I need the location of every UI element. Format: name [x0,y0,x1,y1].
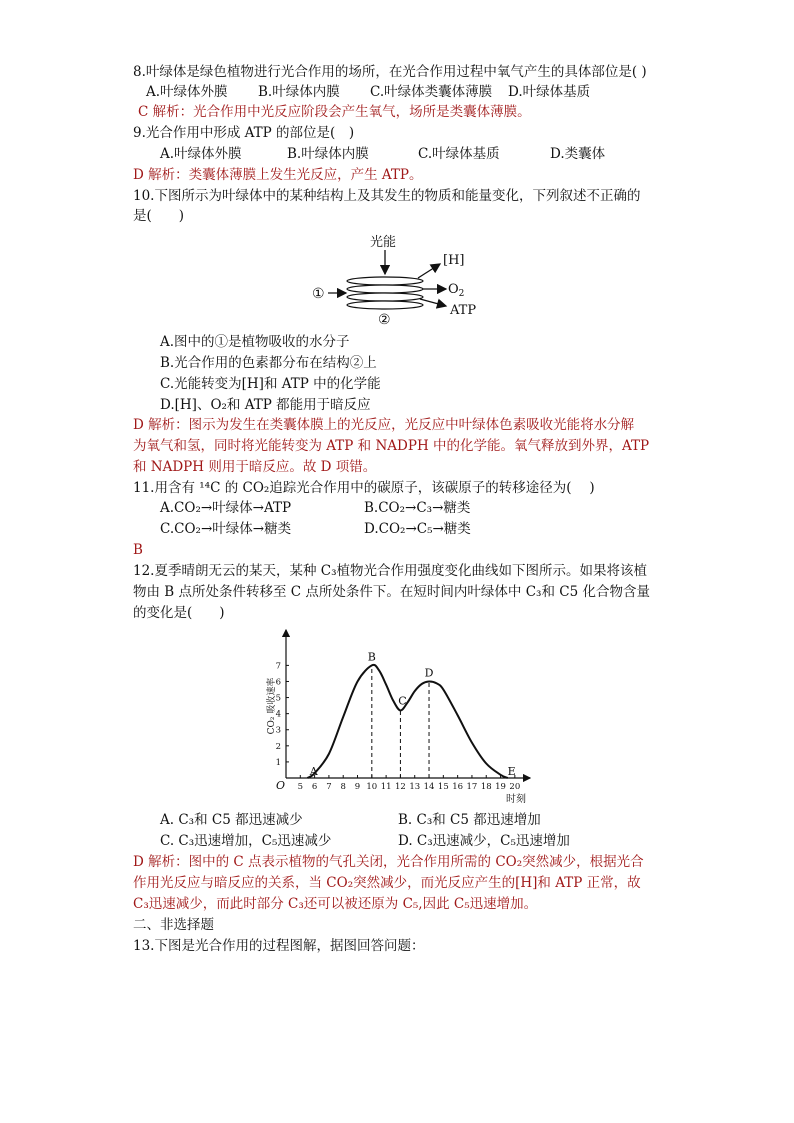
q11-option-c: C.CO₂→叶绿体→糖类 [160,521,292,537]
y-tick-label: 6 [275,677,281,688]
atp-label: ATP [450,303,477,318]
point-label-e: E [507,765,516,778]
x-tick-label: 16 [452,782,464,792]
q8-option-a: A.叶绿体外膜 [146,84,228,100]
q10-option-c: C.光能转变为[H]和 ATP 中的化学能 [160,376,381,392]
o2-label: $O_2$ [448,282,465,299]
q10-option-d: D.[H]、O₂和 ATP 都能用于暗反应 [160,397,371,413]
x-tick-label: 20 [509,782,521,792]
thylakoid-stack [347,277,423,309]
x-tick-label: 6 [311,782,318,792]
q9-option-d: D.类囊体 [550,146,606,162]
q12-option-d: D. C₃迅速减少，C₅迅速增加 [398,833,570,849]
q9-stem: 9.光合作用中形成 ATP 的部位是( ) [133,125,355,141]
x-tick-label: 10 [366,782,378,792]
q13-stem: 13.下图是光合作用的过程图解，据图回答问题： [133,938,425,954]
q10-answer-line2: 为氧气和氢，同时将光能转变为 ATP 和 NADPH 中的化学能。氧气释放到外界，ATP [133,438,650,454]
q12-stem-line1: 12.夏季晴朗无云的某天，某种 C₃植物光合作用强度变化曲线如下图所示。如果将该植 [133,563,648,579]
x-tick-label: 12 [395,782,406,792]
h-arrow [418,264,440,278]
y-axis-label: CO₂ 吸收速率 [267,677,277,735]
x-tick-label: 9 [354,782,361,792]
q8-option-c: C.叶绿体类囊体薄膜 [370,84,493,100]
x-tick-label: 18 [480,782,492,792]
point-label-c: C [398,694,407,708]
q10-answer-line1: D 解析：图示为发生在类囊体膜上的光反应，光反应中叶绿体色素吸收光能将水分解 [133,417,635,433]
q12-answer-line1: D 解析：图中的 C 点表示植物的气孔关闭，光合作用所需的 CO₂突然减少，根据光合 [133,854,644,870]
q10-option-a: A.图中的①是植物吸收的水分子 [160,334,350,350]
y-tick-label: 3 [275,725,281,736]
light-energy-label: 光能 [370,235,397,250]
x-axis-label: 时刻 [506,794,526,805]
q9-option-c: C.叶绿体基质 [418,146,500,162]
thylakoid-diagram [300,226,500,336]
y-tick-label: 2 [275,741,281,752]
q12-answer-line2: 作用光反应与暗反应的关系，当 CO₂突然减少，而光反应产生的[H]和 ATP 正常，故 [133,875,641,891]
x-tick-label: 5 [297,782,304,792]
y-tick-label: 5 [275,693,281,704]
q10-stem-line1: 10.下图所示为叶绿体中的某种结构上及其发生的物质和能量变化，下列叙述不正确的 [133,188,641,204]
x-tick-label: 7 [326,782,332,792]
q12-stem-line3: 的变化是( ) [133,605,225,621]
q11-option-d: D.CO₂→C₅→糖类 [364,521,471,537]
q12-option-c: C. C₃迅速增加，C₅迅速减少 [160,833,332,849]
q10-option-b: B.光合作用的色素都分布在结构②上 [160,355,377,371]
q8-option-b: B.叶绿体内膜 [258,84,340,100]
series-line [307,665,507,778]
q12-stem-line2: 物由 B 点所处条件转移至 C 点所处条件下。在短时间内叶绿体中 C₃和 C5 化合物含量 [133,584,650,600]
y-tick-label: 4 [275,709,281,720]
point-label-d: D [424,666,434,680]
q12-option-a: A. C₃和 C5 都迅速减少 [160,812,303,828]
x-tick-label: 13 [409,782,421,792]
q10-answer-line3: 和 NADPH 则用于暗反应。故 D 项错。 [133,459,377,475]
point-label-b: B [367,650,376,664]
section-heading: 二、非选择题 [133,917,214,933]
q11-option-b: B.CO₂→C₃→糖类 [364,500,471,516]
co2-absorption-chart [260,624,540,806]
q11-stem: 11.用含有 ¹⁴C 的 CO₂追踪光合作用中的碳原子，该碳原子的转移途径为( ) [133,480,595,496]
q8-option-d: D.叶绿体基质 [508,84,591,100]
q10-stem-line2: 是( ) [133,208,185,224]
q11-answer: B [133,542,143,558]
q9-option-b: B.叶绿体内膜 [287,146,369,162]
q8-answer: C 解析：光合作用中光反应阶段会产生氧气，场所是类囊体薄膜。 [138,104,531,120]
x-tick-label: 8 [340,782,346,792]
h-label: [H] [443,253,465,268]
label-1: ① [312,286,325,302]
q12-option-b: B. C₃和 C5 都迅速增加 [398,812,541,828]
x-tick-label: 11 [380,782,392,792]
atp-arrow [420,299,446,306]
x-tick-label: 19 [495,782,506,792]
point-label-a: A [309,765,318,778]
origin-label: O [276,779,286,792]
q9-option-a: A.叶绿体外膜 [160,146,242,162]
q9-answer: D 解析：类囊体薄膜上发生光反应，产生 ATP。 [133,167,423,183]
y-tick-label: 7 [275,661,281,672]
x-tick-label: 17 [466,782,478,792]
label-2: ② [378,312,391,328]
x-tick-label: 14 [423,782,435,792]
x-tick-label: 15 [437,782,449,792]
y-tick-label: 1 [275,757,281,768]
q8-stem: 8.叶绿体是绿色植物进行光合作用的场所，在光合作用过程中氧气产生的具体部位是( ) [133,64,647,80]
q11-option-a: A.CO₂→叶绿体→ATP [160,500,292,516]
q12-answer-line3: C₃迅速减少，而此时部分 C₃还可以被还原为 C₅,因此 C₅迅速增加。 [133,896,538,912]
